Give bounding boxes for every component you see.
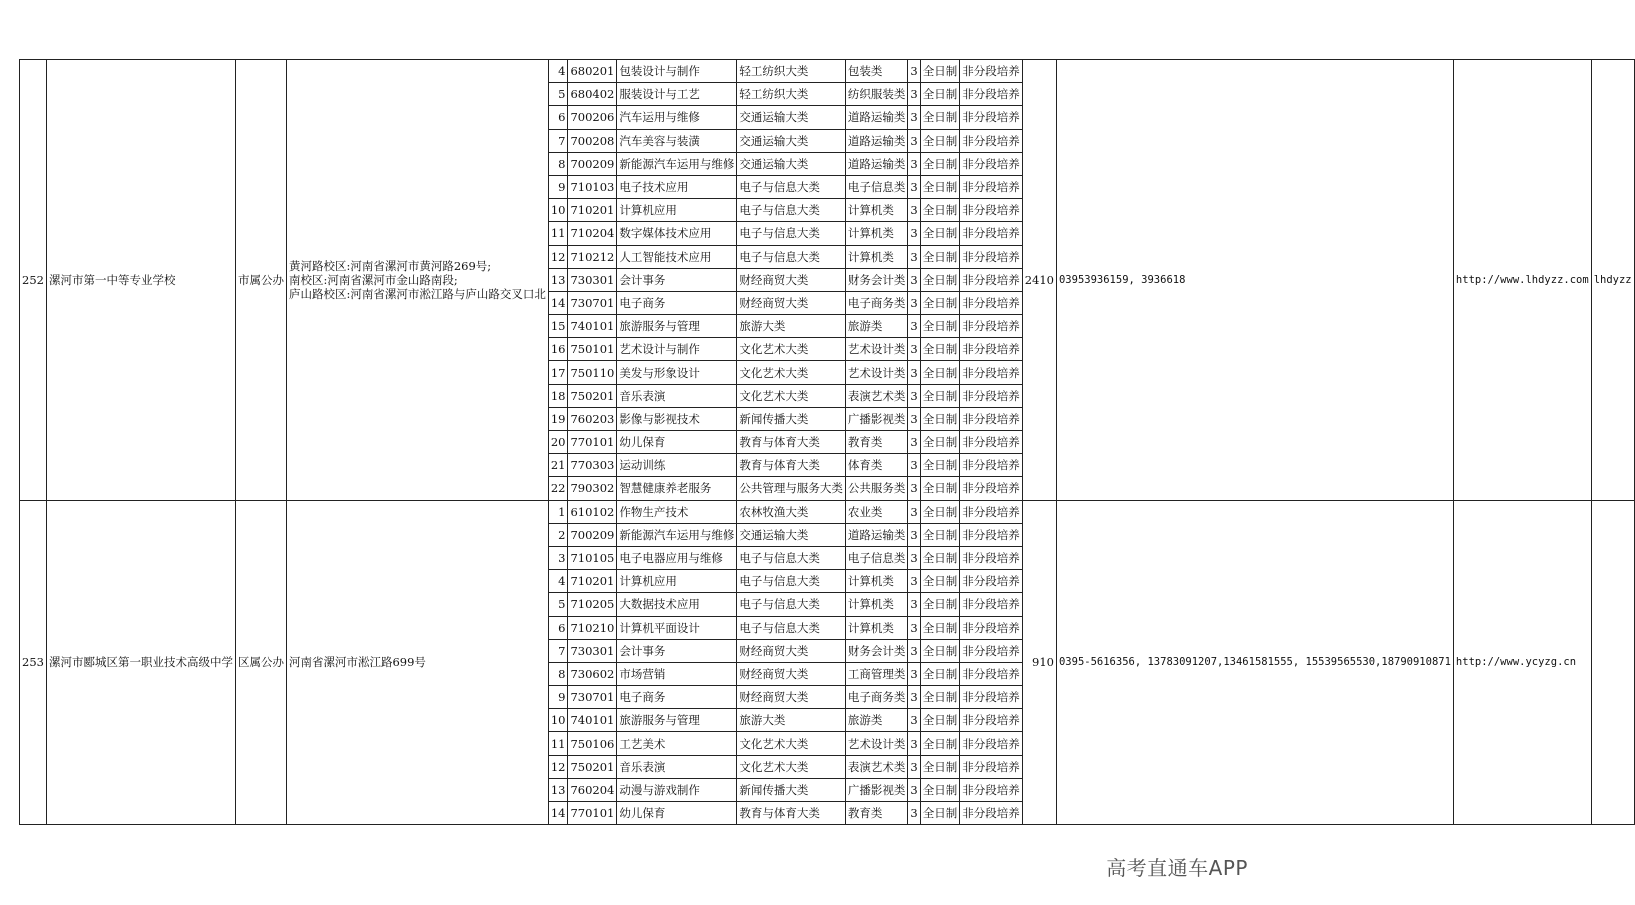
- program-category: 文化艺术大类: [737, 384, 846, 407]
- school-type: 区属公办: [235, 500, 286, 825]
- program-subcategory: 广播影视类: [845, 778, 908, 801]
- program-name: 智慧健康养老服务: [617, 477, 737, 500]
- program-name: 包装设计与制作: [617, 60, 737, 83]
- program-subcategory: 旅游类: [845, 315, 908, 338]
- program-category: 财经商贸大类: [737, 268, 846, 291]
- program-no: 13: [548, 778, 568, 801]
- program-no: 5: [548, 83, 568, 106]
- program-category: 旅游大类: [737, 315, 846, 338]
- program-training: 非分段培养: [960, 222, 1023, 245]
- program-years: 3: [908, 268, 920, 291]
- address-line: 南校区:河南省漯河市金山路南段;: [288, 272, 458, 287]
- school-capacity: 910: [1022, 500, 1056, 825]
- program-subcategory: 电子信息类: [845, 175, 908, 198]
- program-training: 非分段培养: [960, 431, 1023, 454]
- address-line: 黄河路校区:河南省漯河市黄河路269号;: [288, 258, 492, 273]
- program-years: 3: [908, 222, 920, 245]
- program-mode: 全日制: [920, 222, 960, 245]
- program-years: 3: [908, 199, 920, 222]
- program-code: 710205: [568, 593, 617, 616]
- program-code: 750106: [568, 732, 617, 755]
- program-subcategory: 道路运输类: [845, 129, 908, 152]
- program-years: 3: [908, 454, 920, 477]
- program-training: 非分段培养: [960, 616, 1023, 639]
- program-years: 3: [908, 245, 920, 268]
- program-name: 大数据技术应用: [617, 593, 737, 616]
- program-subcategory: 教育类: [845, 802, 908, 825]
- program-training: 非分段培养: [960, 361, 1023, 384]
- program-name: 美发与形象设计: [617, 361, 737, 384]
- table-row: [20, 500, 1635, 523]
- program-years: 3: [908, 338, 920, 361]
- program-years: 3: [908, 709, 920, 732]
- program-category: 电子与信息大类: [737, 616, 846, 639]
- program-training: 非分段培养: [960, 802, 1023, 825]
- program-name: 新能源汽车运用与维修: [617, 152, 737, 175]
- program-subcategory: 教育类: [845, 431, 908, 454]
- program-code: 760204: [568, 778, 617, 801]
- program-subcategory: 旅游类: [845, 709, 908, 732]
- program-name: 新能源汽车运用与维修: [617, 523, 737, 546]
- program-training: 非分段培养: [960, 477, 1023, 500]
- program-mode: 全日制: [920, 106, 960, 129]
- program-no: 21: [548, 454, 568, 477]
- program-category: 新闻传播大类: [737, 407, 846, 430]
- program-code: 710103: [568, 175, 617, 198]
- program-subcategory: 计算机类: [845, 222, 908, 245]
- program-subcategory: 工商管理类: [845, 662, 908, 685]
- program-name: 工艺美术: [617, 732, 737, 755]
- program-mode: 全日制: [920, 338, 960, 361]
- program-training: 非分段培养: [960, 338, 1023, 361]
- program-name: 计算机应用: [617, 199, 737, 222]
- program-no: 16: [548, 338, 568, 361]
- program-mode: 全日制: [920, 546, 960, 569]
- program-no: 4: [548, 570, 568, 593]
- program-subcategory: 财务会计类: [845, 639, 908, 662]
- program-category: 财经商贸大类: [737, 662, 846, 685]
- program-training: 非分段培养: [960, 523, 1023, 546]
- program-code: 710201: [568, 570, 617, 593]
- program-code: 610102: [568, 500, 617, 523]
- program-category: 农林牧渔大类: [737, 500, 846, 523]
- program-mode: 全日制: [920, 60, 960, 83]
- program-mode: 全日制: [920, 315, 960, 338]
- program-subcategory: 艺术设计类: [845, 338, 908, 361]
- program-years: 3: [908, 778, 920, 801]
- program-code: 700209: [568, 523, 617, 546]
- program-subcategory: 电子商务类: [845, 686, 908, 709]
- program-code: 750201: [568, 384, 617, 407]
- program-years: 3: [908, 662, 920, 685]
- program-mode: 全日制: [920, 407, 960, 430]
- program-name: 幼儿保育: [617, 431, 737, 454]
- program-mode: 全日制: [920, 500, 960, 523]
- program-name: 艺术设计与制作: [617, 338, 737, 361]
- program-name: 电子技术应用: [617, 175, 737, 198]
- program-code: 730602: [568, 662, 617, 685]
- program-code: 700206: [568, 106, 617, 129]
- program-code: 710204: [568, 222, 617, 245]
- program-subcategory: 体育类: [845, 454, 908, 477]
- program-subcategory: 电子信息类: [845, 546, 908, 569]
- program-training: 非分段培养: [960, 291, 1023, 314]
- program-no: 10: [548, 709, 568, 732]
- program-no: 4: [548, 60, 568, 83]
- program-mode: 全日制: [920, 199, 960, 222]
- program-mode: 全日制: [920, 83, 960, 106]
- program-code: 680402: [568, 83, 617, 106]
- program-no: 11: [548, 222, 568, 245]
- program-code: 700209: [568, 152, 617, 175]
- program-category: 旅游大类: [737, 709, 846, 732]
- program-training: 非分段培养: [960, 268, 1023, 291]
- program-subcategory: 艺术设计类: [845, 732, 908, 755]
- program-training: 非分段培养: [960, 686, 1023, 709]
- school-seq: 253: [20, 500, 47, 825]
- program-years: 3: [908, 291, 920, 314]
- program-no: 11: [548, 732, 568, 755]
- school-website: http://www.ycyzg.cn: [1453, 500, 1591, 825]
- program-code: 680201: [568, 60, 617, 83]
- program-mode: 全日制: [920, 802, 960, 825]
- program-mode: 全日制: [920, 778, 960, 801]
- program-category: 电子与信息大类: [737, 593, 846, 616]
- program-years: 3: [908, 83, 920, 106]
- school-name: 漯河市第一中等专业学校: [46, 60, 235, 501]
- program-subcategory: 表演艺术类: [845, 755, 908, 778]
- program-subcategory: 计算机类: [845, 570, 908, 593]
- school-abbr: [1591, 500, 1634, 825]
- program-mode: 全日制: [920, 129, 960, 152]
- program-name: 数字媒体技术应用: [617, 222, 737, 245]
- program-no: 9: [548, 175, 568, 198]
- program-name: 音乐表演: [617, 384, 737, 407]
- program-training: 非分段培养: [960, 709, 1023, 732]
- program-code: 750110: [568, 361, 617, 384]
- program-code: 790302: [568, 477, 617, 500]
- program-subcategory: 包装类: [845, 60, 908, 83]
- program-category: 电子与信息大类: [737, 245, 846, 268]
- program-category: 教育与体育大类: [737, 431, 846, 454]
- program-years: 3: [908, 315, 920, 338]
- program-code: 710212: [568, 245, 617, 268]
- program-no: 17: [548, 361, 568, 384]
- enrollment-table: [19, 59, 1635, 825]
- program-name: 幼儿保育: [617, 802, 737, 825]
- program-code: 740101: [568, 709, 617, 732]
- program-category: 财经商贸大类: [737, 639, 846, 662]
- program-mode: 全日制: [920, 616, 960, 639]
- program-training: 非分段培养: [960, 778, 1023, 801]
- program-mode: 全日制: [920, 593, 960, 616]
- program-name: 汽车美容与装潢: [617, 129, 737, 152]
- program-code: 710210: [568, 616, 617, 639]
- program-name: 作物生产技术: [617, 500, 737, 523]
- program-name: 计算机应用: [617, 570, 737, 593]
- program-category: 文化艺术大类: [737, 755, 846, 778]
- school-address: [286, 60, 548, 501]
- program-code: 760203: [568, 407, 617, 430]
- program-no: 5: [548, 593, 568, 616]
- program-mode: 全日制: [920, 523, 960, 546]
- program-name: 电子商务: [617, 686, 737, 709]
- program-no: 18: [548, 384, 568, 407]
- program-code: 730701: [568, 686, 617, 709]
- program-no: 3: [548, 546, 568, 569]
- program-subcategory: 道路运输类: [845, 106, 908, 129]
- program-category: 轻工纺织大类: [737, 60, 846, 83]
- program-code: 740101: [568, 315, 617, 338]
- program-subcategory: 农业类: [845, 500, 908, 523]
- program-code: 710201: [568, 199, 617, 222]
- program-mode: 全日制: [920, 639, 960, 662]
- program-name: 动漫与游戏制作: [617, 778, 737, 801]
- table-row: [20, 60, 1635, 83]
- school-address: [286, 500, 548, 825]
- school-seq: 252: [20, 60, 47, 501]
- program-category: 财经商贸大类: [737, 291, 846, 314]
- program-years: 3: [908, 175, 920, 198]
- program-years: 3: [908, 546, 920, 569]
- program-no: 6: [548, 616, 568, 639]
- school-capacity: 2410: [1022, 60, 1056, 501]
- program-years: 3: [908, 523, 920, 546]
- program-code: 730301: [568, 268, 617, 291]
- program-mode: 全日制: [920, 686, 960, 709]
- program-years: 3: [908, 60, 920, 83]
- program-category: 交通运输大类: [737, 523, 846, 546]
- address-line: 河南省漯河市淞江路699号: [288, 655, 426, 670]
- program-code: 770303: [568, 454, 617, 477]
- program-subcategory: 电子商务类: [845, 291, 908, 314]
- program-category: 轻工纺织大类: [737, 83, 846, 106]
- program-subcategory: 计算机类: [845, 245, 908, 268]
- program-code: 730701: [568, 291, 617, 314]
- program-no: 14: [548, 802, 568, 825]
- program-no: 8: [548, 152, 568, 175]
- program-name: 计算机平面设计: [617, 616, 737, 639]
- program-subcategory: 道路运输类: [845, 152, 908, 175]
- program-no: 12: [548, 245, 568, 268]
- program-code: 710105: [568, 546, 617, 569]
- program-code: 750201: [568, 755, 617, 778]
- program-category: 文化艺术大类: [737, 361, 846, 384]
- program-training: 非分段培养: [960, 500, 1023, 523]
- program-subcategory: 纺织服装类: [845, 83, 908, 106]
- program-training: 非分段培养: [960, 755, 1023, 778]
- program-no: 2: [548, 523, 568, 546]
- program-category: 电子与信息大类: [737, 570, 846, 593]
- program-training: 非分段培养: [960, 83, 1023, 106]
- program-no: 1: [548, 500, 568, 523]
- program-name: 服装设计与工艺: [617, 83, 737, 106]
- program-no: 7: [548, 639, 568, 662]
- program-name: 汽车运用与维修: [617, 106, 737, 129]
- program-training: 非分段培养: [960, 199, 1023, 222]
- school-phone: 03953936159, 3936618: [1056, 60, 1453, 501]
- program-no: 6: [548, 106, 568, 129]
- program-code: 770101: [568, 431, 617, 454]
- program-training: 非分段培养: [960, 662, 1023, 685]
- program-category: 教育与体育大类: [737, 802, 846, 825]
- program-category: 电子与信息大类: [737, 546, 846, 569]
- program-mode: 全日制: [920, 732, 960, 755]
- program-training: 非分段培养: [960, 129, 1023, 152]
- program-mode: 全日制: [920, 175, 960, 198]
- program-name: 音乐表演: [617, 755, 737, 778]
- program-mode: 全日制: [920, 384, 960, 407]
- program-training: 非分段培养: [960, 245, 1023, 268]
- program-category: 文化艺术大类: [737, 732, 846, 755]
- program-years: 3: [908, 570, 920, 593]
- program-years: 3: [908, 500, 920, 523]
- program-name: 会计事务: [617, 639, 737, 662]
- program-mode: 全日制: [920, 361, 960, 384]
- program-years: 3: [908, 129, 920, 152]
- program-years: 3: [908, 616, 920, 639]
- program-no: 15: [548, 315, 568, 338]
- program-training: 非分段培养: [960, 593, 1023, 616]
- program-subcategory: 艺术设计类: [845, 361, 908, 384]
- program-years: 3: [908, 477, 920, 500]
- program-code: 730301: [568, 639, 617, 662]
- program-name: 电子商务: [617, 291, 737, 314]
- program-years: 3: [908, 732, 920, 755]
- program-name: 电子电器应用与维修: [617, 546, 737, 569]
- school-phone: 0395-5616356, 13783091207,13461581555, 15539565530,18790910871: [1056, 500, 1453, 825]
- program-name: 人工智能技术应用: [617, 245, 737, 268]
- program-mode: 全日制: [920, 152, 960, 175]
- program-no: 9: [548, 686, 568, 709]
- address-line: 庐山路校区:河南省漯河市淞江路与庐山路交叉口北: [288, 286, 546, 301]
- program-subcategory: 计算机类: [845, 199, 908, 222]
- program-category: 文化艺术大类: [737, 338, 846, 361]
- school-abbr: lhdyzz: [1591, 60, 1634, 501]
- program-training: 非分段培养: [960, 384, 1023, 407]
- program-name: 会计事务: [617, 268, 737, 291]
- program-training: 非分段培养: [960, 454, 1023, 477]
- program-mode: 全日制: [920, 431, 960, 454]
- program-training: 非分段培养: [960, 152, 1023, 175]
- program-years: 3: [908, 361, 920, 384]
- program-subcategory: 计算机类: [845, 593, 908, 616]
- program-category: 公共管理与服务大类: [737, 477, 846, 500]
- program-training: 非分段培养: [960, 315, 1023, 338]
- program-subcategory: 公共服务类: [845, 477, 908, 500]
- program-subcategory: 计算机类: [845, 616, 908, 639]
- program-no: 7: [548, 129, 568, 152]
- program-training: 非分段培养: [960, 407, 1023, 430]
- program-subcategory: 广播影视类: [845, 407, 908, 430]
- program-training: 非分段培养: [960, 175, 1023, 198]
- program-mode: 全日制: [920, 291, 960, 314]
- program-years: 3: [908, 152, 920, 175]
- program-no: 14: [548, 291, 568, 314]
- program-no: 10: [548, 199, 568, 222]
- program-name: 旅游服务与管理: [617, 709, 737, 732]
- program-subcategory: 表演艺术类: [845, 384, 908, 407]
- program-mode: 全日制: [920, 662, 960, 685]
- program-code: 700208: [568, 129, 617, 152]
- program-years: 3: [908, 639, 920, 662]
- program-years: 3: [908, 593, 920, 616]
- program-name: 旅游服务与管理: [617, 315, 737, 338]
- program-no: 12: [548, 755, 568, 778]
- program-no: 13: [548, 268, 568, 291]
- program-category: 交通运输大类: [737, 152, 846, 175]
- program-mode: 全日制: [920, 709, 960, 732]
- program-mode: 全日制: [920, 570, 960, 593]
- program-mode: 全日制: [920, 454, 960, 477]
- program-years: 3: [908, 106, 920, 129]
- program-code: 770101: [568, 802, 617, 825]
- program-category: 交通运输大类: [737, 106, 846, 129]
- program-category: 财经商贸大类: [737, 686, 846, 709]
- program-name: 运动训练: [617, 454, 737, 477]
- watermark-text: 高考直通车APP: [1106, 856, 1248, 880]
- program-training: 非分段培养: [960, 570, 1023, 593]
- program-years: 3: [908, 802, 920, 825]
- program-no: 20: [548, 431, 568, 454]
- program-no: 19: [548, 407, 568, 430]
- program-years: 3: [908, 431, 920, 454]
- program-years: 3: [908, 407, 920, 430]
- program-training: 非分段培养: [960, 106, 1023, 129]
- program-mode: 全日制: [920, 245, 960, 268]
- program-mode: 全日制: [920, 477, 960, 500]
- program-name: 影像与影视技术: [617, 407, 737, 430]
- program-mode: 全日制: [920, 755, 960, 778]
- program-training: 非分段培养: [960, 546, 1023, 569]
- program-training: 非分段培养: [960, 60, 1023, 83]
- program-mode: 全日制: [920, 268, 960, 291]
- program-category: 电子与信息大类: [737, 199, 846, 222]
- program-category: 交通运输大类: [737, 129, 846, 152]
- program-training: 非分段培养: [960, 732, 1023, 755]
- program-no: 22: [548, 477, 568, 500]
- program-category: 电子与信息大类: [737, 222, 846, 245]
- program-years: 3: [908, 384, 920, 407]
- program-category: 电子与信息大类: [737, 175, 846, 198]
- program-no: 8: [548, 662, 568, 685]
- program-name: 市场营销: [617, 662, 737, 685]
- program-category: 新闻传播大类: [737, 778, 846, 801]
- program-category: 教育与体育大类: [737, 454, 846, 477]
- program-subcategory: 道路运输类: [845, 523, 908, 546]
- program-training: 非分段培养: [960, 639, 1023, 662]
- program-subcategory: 财务会计类: [845, 268, 908, 291]
- school-name: 漯河市郾城区第一职业技术高级中学: [46, 500, 235, 825]
- program-years: 3: [908, 686, 920, 709]
- program-code: 750101: [568, 338, 617, 361]
- school-website: http://www.lhdyzz.com: [1453, 60, 1591, 501]
- school-type: 市属公办: [235, 60, 286, 501]
- program-years: 3: [908, 755, 920, 778]
